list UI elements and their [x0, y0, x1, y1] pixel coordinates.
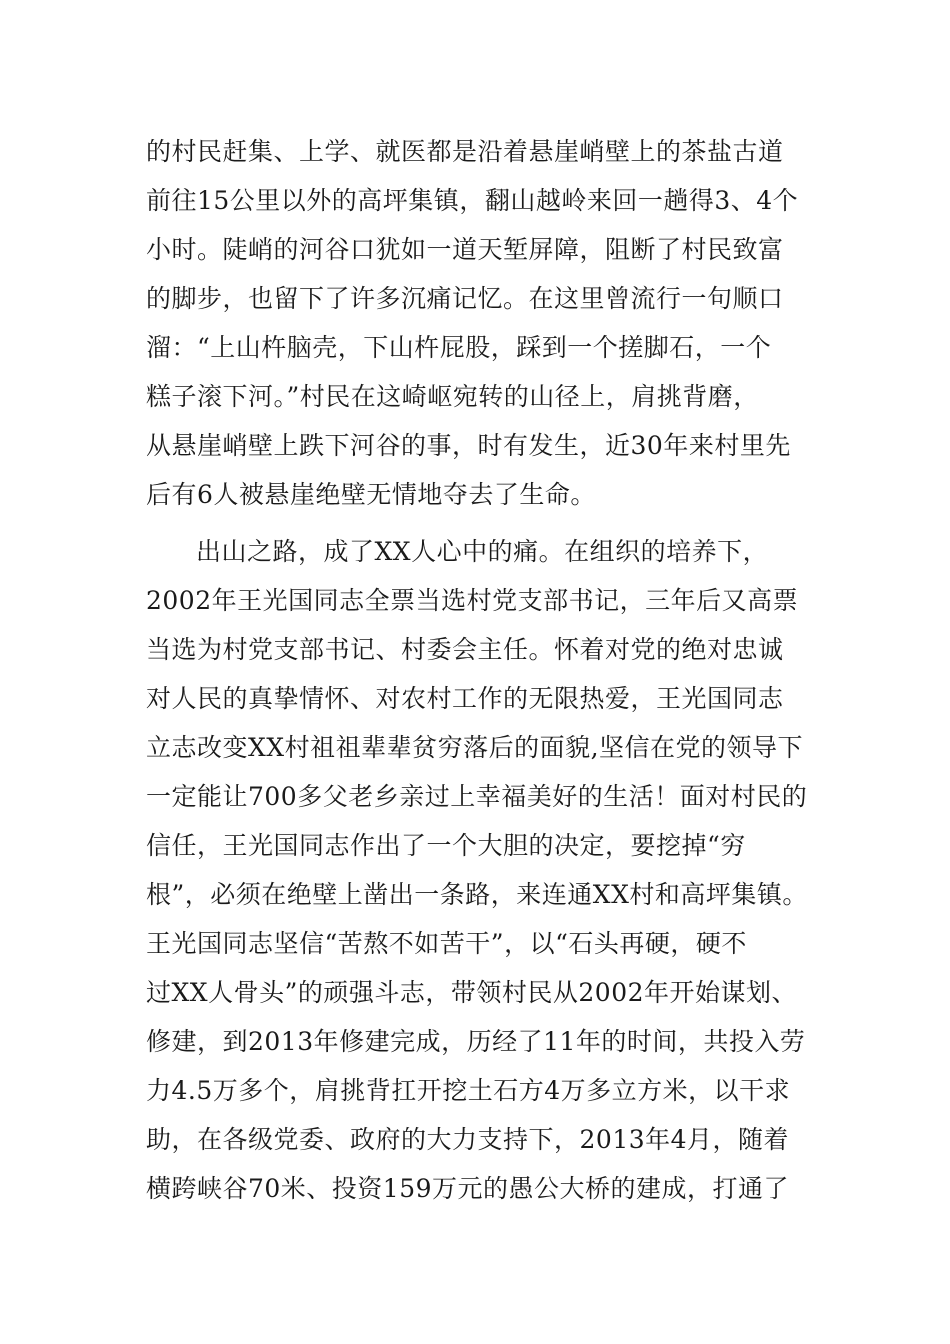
- text-line: 当选为村党支部书记、村委会主任。怀着对党的绝对忠诚: [146, 635, 784, 664]
- text-line: 的村民赶集、上学、就医都是沿着悬崖峭壁上的茶盐古道: [146, 137, 784, 166]
- text-line: 立志改变XX村祖祖辈辈贫穷落后的面貌,坚信在党的领导下: [146, 733, 804, 762]
- text-line: 助，在各级党委、政府的大力支持下，2013年4月，随着: [146, 1125, 790, 1154]
- text-line: 一定能让700多父老乡亲过上幸福美好的生活！面对村民的: [146, 782, 808, 811]
- text-line: 小时。陡峭的河谷口犹如一道天堑屏障，阻断了村民致富: [146, 235, 784, 264]
- text-line: 横跨峡谷70米、投资159万元的愚公大桥的建成，打通了: [146, 1174, 790, 1203]
- text-line: 信任，王光国同志作出了一个大胆的决定，要挖掉“穷: [146, 831, 746, 860]
- text-line: 2002年王光国同志全票当选村党支部书记，三年后又高票: [146, 586, 799, 615]
- text-line: 从悬崖峭壁上跌下河谷的事，时有发生，近30年来村里先: [146, 431, 791, 460]
- text-line: 根”，必须在绝壁上凿出一条路，来连通XX村和高坪集镇。: [146, 880, 808, 909]
- text-line: 王光国同志坚信“苦熬不如苦干”，以“石头再硬，硬不: [146, 929, 747, 958]
- text-line: 后有6人被悬崖绝壁无情地夺去了生命。: [146, 480, 596, 509]
- text-line: 力4.5万多个，肩挑背扛开挖土石方4万多立方米，以干求: [146, 1076, 791, 1105]
- text-line: 溜：“上山杵脑壳，下山杵屁股，踩到一个搓脚石，一个: [146, 333, 772, 362]
- text-line: 的脚步，也留下了许多沉痛记忆。在这里曾流行一句顺口: [146, 284, 784, 313]
- text-line: 修建，到2013年修建完成，历经了11年的时间，共投入劳: [146, 1027, 806, 1056]
- text-line: 糕子滚下河。”村民在这崎岖宛转的山径上，肩挑背磨，: [146, 382, 759, 411]
- text-line: 对人民的真挚情怀、对农村工作的无限热爱，王光国同志: [146, 684, 784, 713]
- paragraph-start-line: 出山之路，成了XX人心中的痛。在组织的培养下，: [196, 537, 769, 566]
- text-line: 过XX人骨头”的顽强斗志，带领村民从2002年开始谋划、: [146, 978, 798, 1007]
- text-line: 前往15公里以外的高坪集镇，翻山越岭来回一趟得3、4个: [146, 186, 799, 215]
